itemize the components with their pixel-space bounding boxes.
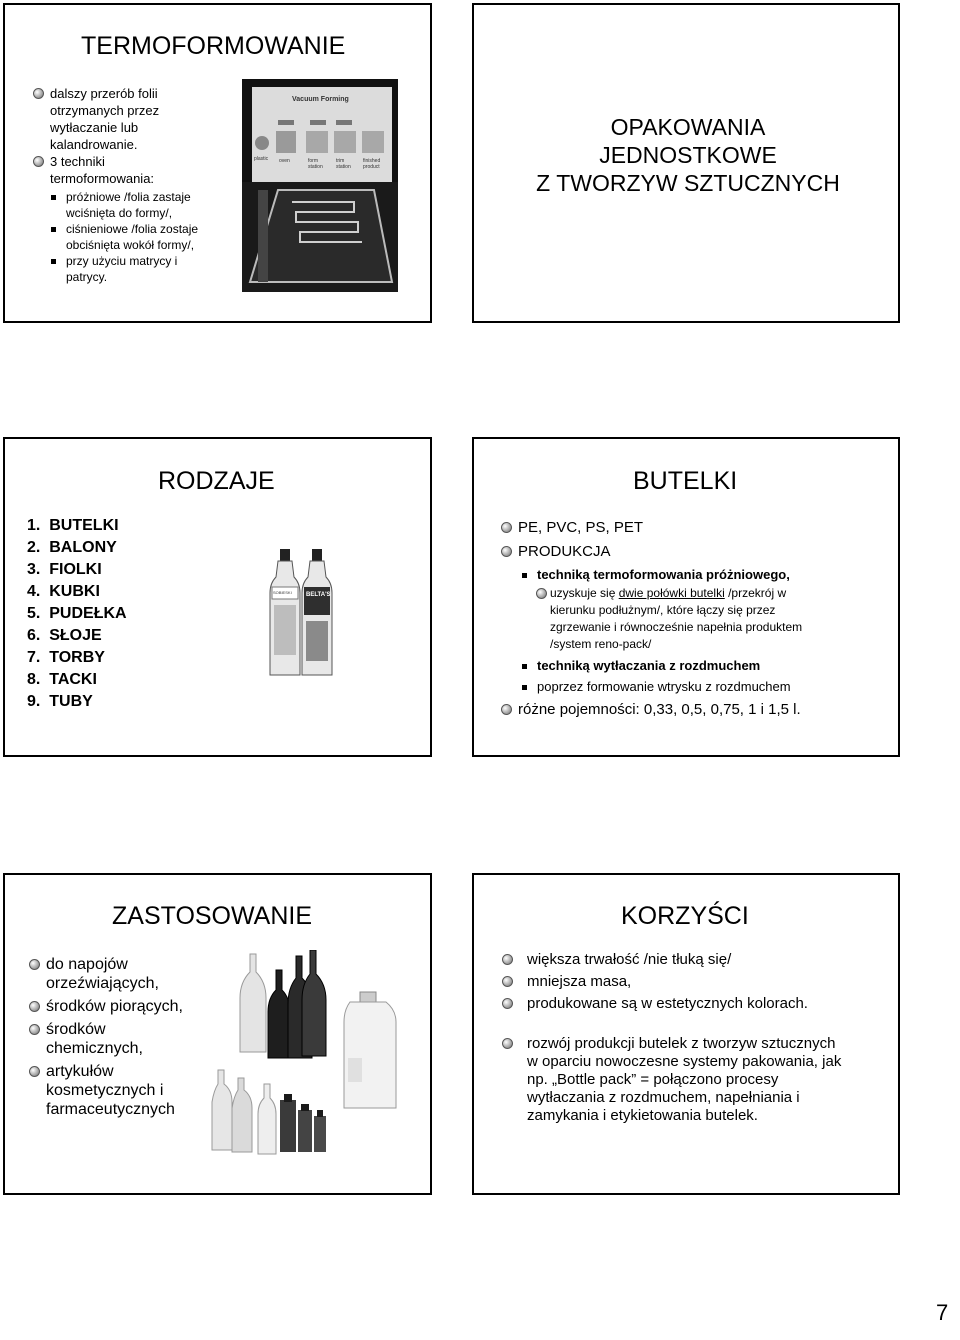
bullet-icon — [502, 954, 513, 965]
bullet-icon — [502, 976, 513, 987]
list-item — [502, 951, 841, 969]
vacuum-forming-image — [242, 79, 398, 292]
plastic-bottles-graphic — [210, 950, 416, 1160]
sub-bullet-text: wciśnięta do formy/, — [66, 206, 173, 220]
list-item — [29, 1062, 183, 1119]
bullet-icon — [29, 1001, 40, 1012]
sub-bullet-list — [51, 189, 198, 285]
list-item: 4. KUBKI — [27, 583, 100, 600]
bullet-text: PRODUKCJA — [518, 543, 611, 560]
title-line: OPAKOWANIA — [610, 114, 766, 140]
slide-termoformowanie — [3, 3, 432, 323]
square-bullet-icon — [51, 227, 56, 232]
list-item: 9. TUBY — [27, 693, 93, 710]
bullet-icon — [502, 998, 513, 1009]
stage-label-form: form station — [308, 158, 323, 170]
bullet-icon — [501, 522, 512, 533]
list-item — [502, 1035, 841, 1125]
list-item — [29, 1020, 183, 1058]
sub-list-item — [522, 567, 790, 582]
list-item: 7. TORBY — [27, 649, 105, 666]
slide-opakowania — [472, 3, 900, 323]
slide-title: ZASTOSOWANIE — [112, 902, 313, 930]
square-bullet-icon — [51, 195, 56, 200]
title-line: JEDNOSTKOWE — [599, 142, 777, 168]
vodka-bottles-image — [248, 543, 346, 680]
slide-zastosowanie — [3, 873, 432, 1195]
list-item: 1. BUTELKI — [27, 517, 119, 534]
sub-bullet-text: przy użyciu matrycy i — [66, 254, 178, 268]
bullet-text: wytłaczania z rozdmuchem, napełniania i — [527, 1089, 800, 1106]
sub-list-item — [522, 679, 791, 694]
diagram-heading: Vacuum Forming — [292, 96, 349, 103]
bottles-graphic — [248, 543, 346, 680]
list-item — [502, 973, 841, 991]
bullet-list — [33, 85, 198, 285]
square-bullet-icon — [522, 685, 527, 690]
bullet-icon — [536, 588, 547, 599]
bullet-text: 3 techniki — [50, 154, 105, 169]
square-bullet-icon — [522, 573, 527, 578]
list-item — [501, 519, 643, 536]
bullet-text: otrzymanych przez — [50, 103, 160, 118]
list-item — [501, 543, 611, 560]
slide-title — [474, 113, 902, 197]
bullet-text: różne pojemności: 0,33, 0,5, 0,75, 1 i 1,5 l. — [518, 701, 801, 718]
sub-list-item — [51, 253, 198, 285]
slide-title: KORZYŚCI — [621, 902, 749, 930]
slide-butelki — [472, 437, 900, 757]
stage-label-oven: oven — [279, 158, 290, 164]
square-bullet-icon — [51, 259, 56, 264]
sub-bullet-text: patrycy. — [66, 270, 108, 284]
bullet-text: chemicznych, — [46, 1040, 143, 1057]
bullet-text: np. „Bottle pack” = połączono procesy — [527, 1071, 779, 1088]
bullet-text: termoformowania: — [50, 171, 155, 186]
list-item — [502, 995, 841, 1013]
stage-label-plastic: plastic — [254, 156, 269, 162]
bullet-text: PE, PVC, PS, PET — [518, 519, 644, 536]
list-item: 5. PUDEŁKA — [27, 605, 127, 622]
bullet-text: wytłaczanie lub — [50, 120, 139, 135]
sub-list-item — [51, 189, 198, 221]
sub-sub-text — [550, 585, 802, 602]
slide-title: RODZAJE — [158, 467, 275, 495]
list-item — [501, 701, 801, 718]
bottle-label-left: SOBIESKI — [273, 590, 292, 595]
bullet-text: zamykania i etykietowania butelek. — [527, 1107, 758, 1124]
bullet-list — [502, 951, 841, 1125]
list-item — [29, 955, 183, 993]
vacuum-table-graphic — [242, 182, 398, 292]
list-item — [33, 153, 198, 187]
bullet-text: w oparciu nowoczesne systemy pakowania, jak — [527, 1053, 842, 1070]
list-item: 6. SŁOJE — [27, 627, 102, 644]
bullet-icon — [29, 959, 40, 970]
bullet-text: środków piorących, — [46, 998, 183, 1015]
sub-bullet-text: obciśnięta wokół formy/, — [66, 238, 195, 252]
list-item — [29, 997, 183, 1016]
bullet-icon — [502, 1038, 513, 1049]
page-number: 7 — [936, 1300, 949, 1325]
list-item: 3. FIOLKI — [27, 561, 102, 578]
bullet-icon — [29, 1024, 40, 1035]
bullet-text: rozwój produkcji butelek z tworzyw sztucznych — [527, 1035, 836, 1052]
underlined-text: dwie połówki butelki — [618, 586, 725, 600]
slide-title: TERMOFORMOWANIE — [81, 32, 346, 60]
sub-bullet-text: techniką wytłaczania z rozdmuchem — [537, 658, 761, 673]
list-item: 2. BALONY — [27, 539, 117, 556]
slide-rodzaje — [3, 437, 432, 757]
bullet-icon — [501, 704, 512, 715]
bullet-text: do napojów — [46, 956, 128, 973]
bullet-text: artykułów — [46, 1063, 114, 1080]
diagram-panel — [252, 87, 392, 183]
text-fragment: uzyskuje się — [550, 586, 619, 600]
sub-bullet-text: poprzez formowanie wtrysku z rozdmuchem — [537, 679, 791, 694]
sub-sub-text: kierunku podłużnym/, które łączy się przez — [550, 603, 776, 617]
slide-korzysci — [472, 873, 900, 1195]
slide-title: BUTELKI — [633, 467, 738, 495]
list-item: 8. TACKI — [27, 671, 97, 688]
square-bullet-icon — [522, 664, 527, 669]
list-item — [33, 85, 198, 153]
bullet-text: farmaceutycznych — [46, 1101, 175, 1118]
bullet-icon — [29, 1066, 40, 1077]
sub-bullet-text: próżniowe /folia zastaje — [66, 190, 191, 204]
sub-list-item — [522, 658, 760, 673]
bottle-label-right: BELTA'S — [306, 592, 331, 598]
sub-sub-list-item — [536, 585, 802, 653]
sub-sub-text: /system reno-pack/ — [550, 637, 652, 651]
bullet-icon — [501, 546, 512, 557]
stage-label-trim: trim station — [336, 158, 351, 170]
bullet-text: dalszy przerób folii — [50, 86, 158, 101]
sub-bullet-text: techniką termoformowania próżniowego, — [537, 567, 790, 582]
sub-sub-text: zgrzewanie i równocześnie napełnia produktem — [550, 620, 803, 634]
bottles-photo — [210, 950, 416, 1160]
bullet-icon — [33, 88, 44, 99]
sub-bullet-text: ciśnieniowe /folia zostaje — [66, 222, 199, 236]
bullet-text: produkowane są w estetycznych kolorach. — [527, 995, 808, 1012]
numbered-list — [27, 515, 127, 713]
bullet-icon — [33, 156, 44, 167]
bullet-text: mniejsza masa, — [527, 973, 632, 990]
title-line: Z TWORZYW SZTUCZNYCH — [536, 170, 840, 196]
bullet-text: większa trwałość /nie tłuką się/ — [527, 951, 732, 968]
bullet-text: kosmetycznych i — [46, 1082, 164, 1099]
bullet-list — [29, 955, 183, 1119]
stage-label-finished: finished product — [363, 158, 381, 170]
bullet-text: orzeźwiających, — [46, 975, 159, 992]
bullet-text: kalandrowanie. — [50, 137, 138, 152]
text-fragment: /przekrój w — [724, 586, 787, 600]
bullet-text: środków — [46, 1021, 106, 1038]
sub-list-item — [51, 221, 198, 253]
